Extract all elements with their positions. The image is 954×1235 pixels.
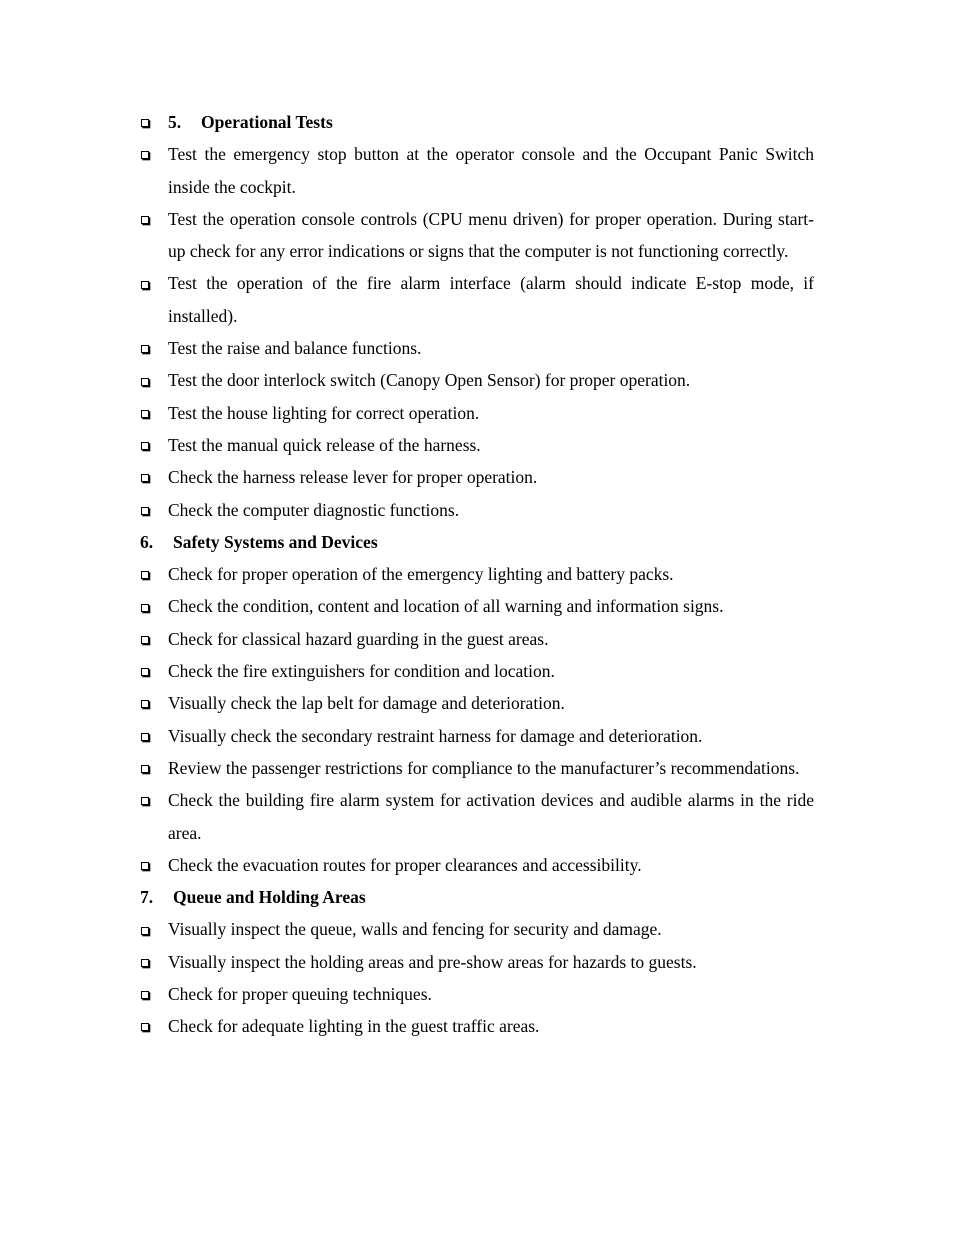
section-title: Operational Tests [201,112,333,132]
list-item [0,849,954,881]
section-6-heading [0,526,954,558]
list-item [0,687,954,719]
list-item-text: Test the door interlock switch (Canopy Open Sensor) for proper operation. [168,370,691,391]
list-item [0,623,954,655]
checkbox-bullet-icon [141,494,151,526]
section-7-heading [0,881,954,913]
section-5-heading [0,106,954,138]
list-item [0,267,954,332]
checkbox-bullet-icon [141,978,151,1010]
list-item [0,558,954,590]
checkbox-bullet-icon [141,720,151,752]
checkbox-bullet-icon [141,913,151,945]
section-number: 7. [140,887,154,908]
list-item [0,461,954,493]
list-item-text: Check for classical hazard guarding in the guest areas. [168,628,549,649]
checkbox-bullet-icon [141,397,151,429]
list-item [0,397,954,429]
checkbox-bullet-icon [141,138,151,170]
list-item-text: Visually inspect the queue, walls and fencing for security and damage. [168,919,662,940]
checkbox-bullet-icon [141,203,151,235]
checkbox-bullet-icon [141,558,151,590]
section-number: 5. [168,112,182,132]
checkbox-bullet-icon [141,687,151,719]
checkbox-bullet-icon [141,849,151,881]
list-item-text: Test the operation of the fire alarm interface (alarm should indicate E-stop mode, if installed). [168,273,814,326]
list-item-text: Visually check the lap belt for damage and deterioration. [168,693,565,714]
list-item [0,494,954,526]
checkbox-bullet-icon [141,267,151,299]
checkbox-bullet-icon [141,590,151,622]
list-item-text: Visually inspect the holding areas and pre-show areas for hazards to guests. [168,951,697,972]
list-item [0,913,954,945]
checkbox-bullet-icon [141,461,151,493]
list-item-text: Check the computer diagnostic functions. [168,499,460,520]
list-item-text: Test the manual quick release of the harness. [168,434,481,455]
checkbox-bullet-icon [141,364,151,396]
checkbox-bullet-icon [141,1010,151,1042]
section-title: Safety Systems and Devices [173,531,378,552]
list-item-text: Test the house lighting for correct operation. [168,402,480,423]
list-item-text: Check for proper queuing techniques. [168,984,432,1005]
list-item-text: Visually check the secondary restraint harness for damage and deterioration. [168,725,703,746]
list-item-text: Check the condition, content and location of all warning and information signs. [168,596,724,617]
list-item-text: Check the harness release lever for proper operation. [168,467,538,488]
checkbox-bullet-icon [141,332,151,364]
list-item [0,720,954,752]
checkbox-bullet-icon [141,655,151,687]
list-item-text: Test the raise and balance functions. [168,338,422,359]
list-item [0,203,954,268]
section-number: 6. [140,531,154,552]
list-item [0,1010,954,1042]
checkbox-bullet-icon [141,946,151,978]
checkbox-bullet-icon [141,752,151,784]
checkbox-bullet-icon [141,429,151,461]
list-item [0,364,954,396]
list-item [0,138,954,203]
list-item [0,752,954,784]
list-item-text: Check for proper operation of the emergency lighting and battery packs. [168,564,674,585]
list-item [0,332,954,364]
checkbox-bullet-icon [141,784,151,816]
list-item [0,946,954,978]
list-item [0,978,954,1010]
checkbox-bullet-icon [141,106,151,138]
list-item-text: Test the operation console controls (CPU menu driven) for proper operation. During start-up check for any error indications or signs that the computer is not functioning correctly. [168,208,814,262]
list-item [0,655,954,687]
list-item-text: Test the emergency stop button at the operator console and the Occupant Panic Switch inside the cockpit. [168,144,814,197]
list-item [0,429,954,461]
checkbox-bullet-icon [141,623,151,655]
document-page [0,106,954,1043]
list-item-text: Check the building fire alarm system for activation devices and audible alarms in the ride area. [168,790,814,843]
list-item-text: Review the passenger restrictions for compliance to the manufacturer’s recommendations. [168,757,800,778]
list-item [0,590,954,622]
list-item [0,784,954,849]
list-item-text: Check for adequate lighting in the guest traffic areas. [168,1016,540,1037]
section-title: Queue and Holding Areas [173,887,366,908]
list-item-text: Check the evacuation routes for proper clearances and accessibility. [168,854,642,875]
list-item-text: Check the fire extinguishers for condition and location. [168,661,555,682]
